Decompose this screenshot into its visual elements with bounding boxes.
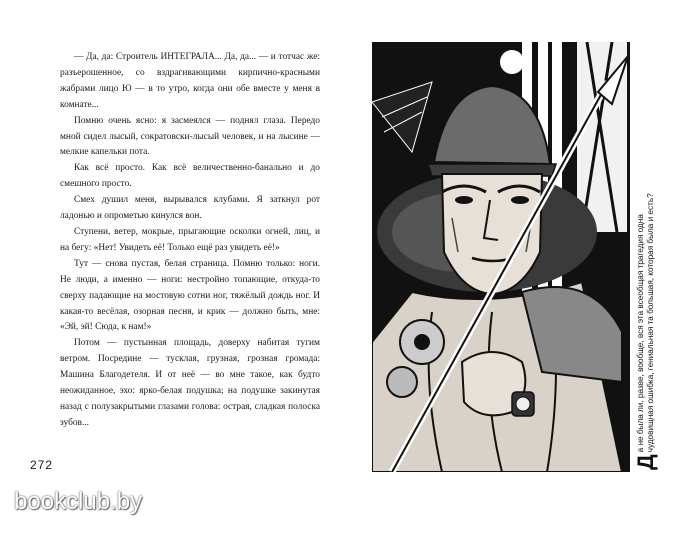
paragraph: — Да, да: Строитель ИНТЕГРАЛА... Да, да... — и тотчас же: разъерошенное, со вздрагивающими кирпично-красными жабрами лицо Ю — в то утро, когда они обе вместе у меня в комнате...	[60, 52, 320, 110]
warrior-with-spear-icon	[372, 42, 630, 472]
page-number: 272	[30, 458, 54, 472]
paragraph: Помню очень ясно: я засмеялся — поднял глаза. Передо мной сидел лысый, сократовски-лысый человек, и на лысине — мелкие капельки пота.	[60, 115, 320, 158]
illustration-caption	[633, 180, 658, 470]
paragraph: Как всё просто. Как всё величественно-банально и до смешного просто.	[60, 163, 320, 190]
paragraph: Смех душил меня, вырывался клубами. Я заткнул рот ладонью и опрометью кинулся вон.	[60, 195, 320, 222]
caption-text: а не была ли, разве, вообще, вся эта всеобщая трагедия одна чудовищная ошибка, гениальная та большая, которая была и есть?	[636, 193, 655, 453]
paragraph: Тут — снова пустая, белая страница. Помню только: ноги. Не люди, а именно — ноги: нестройно топающие, откуда-то сверху падающие на мостовую сотни ног, тяжёлый дождь ног. И какая-то весёлая, озорная песня, и крик — должно быть, мне: «Эй, эй! Сюда, к нам!»	[60, 258, 320, 333]
paragraph: Потом — пустынная площадь, доверху набитая тугим ветром. Посредине — тусклая, грузная, грозная громада: Машина Благодетеля. И от неё — во мне такое, как будто неожиданное, эхо: ярко-белая подушка; на подушке закинутая назад с полузакрытыми глазами голова: острая, сладкая полоска зубов...	[60, 338, 320, 428]
left-page-text	[60, 50, 320, 432]
paragraph: Ступени, ветер, мокрые, прыгающие осколки огней, лиц, и на бегу: «Нет! Увидеть её! Только ещё раз увидеть её!»	[60, 226, 320, 253]
watermark: bookclub.by	[14, 488, 143, 515]
drop-cap: Д	[633, 454, 658, 470]
illustration	[372, 42, 630, 472]
